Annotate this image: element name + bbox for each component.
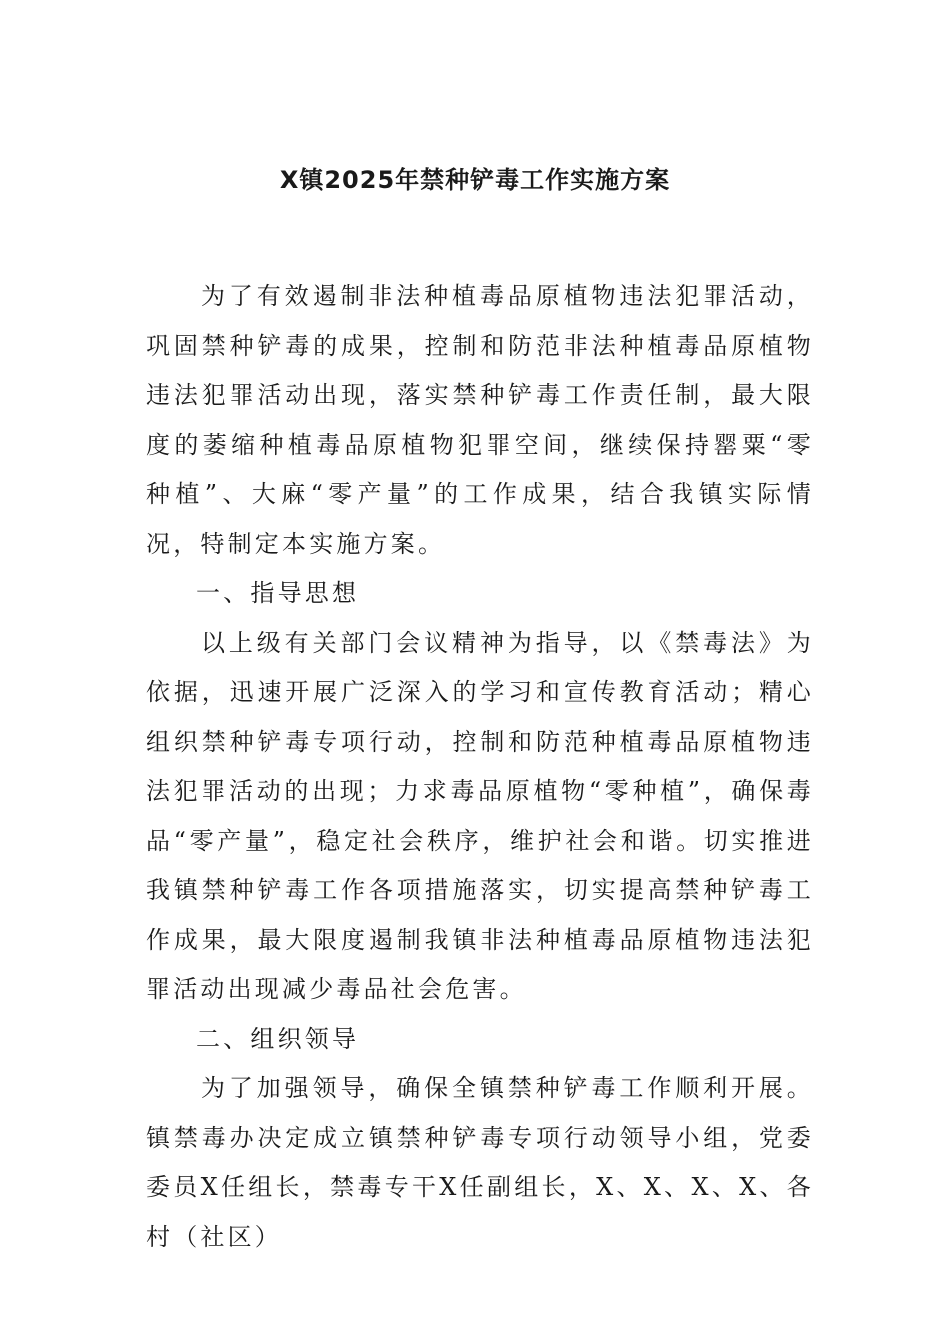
organization-paragraph: 为了加强领导，确保全镇禁种铲毒工作顺利开展。镇禁毒办决定成立镇禁种铲毒专项行动领导小组，党委委员X任组长，禁毒专干X任副组长，X、X、X、X、各村（社区） xyxy=(146,1074,814,1251)
document-body xyxy=(146,272,814,1262)
guiding-ideology-paragraph: 以上级有关部门会议精神为指导，以《禁毒法》为依据，迅速开展广泛深入的学习和宣传教育活动；精心组织禁种铲毒专项行动，控制和防范种植毒品原植物违法犯罪活动的出现；力求毒品原植物“零种植”，确保毒品“零产量”，稳定社会秩序，维护社会和谐。切实推进我镇禁种铲毒工作各项措施落实，切实提高禁种铲毒工作成果，最大限度遏制我镇非法种植毒品原植物违法犯罪活动出现减少毒品社会危害。 xyxy=(146,628,814,1003)
document-title: X镇2025年禁种铲毒工作实施方案 xyxy=(279,166,671,194)
intro-paragraph: 为了有效遏制非法种植毒品原植物违法犯罪活动，巩固禁种铲毒的成果，控制和防范非法种植毒品原植物违法犯罪活动出现，落实禁种铲毒工作责任制，最大限度的萎缩种植毒品原植物犯罪空间，继续保持罂粟“零种植”、大麻“零产量”的工作成果，结合我镇实际情况，特制定本实施方案。 xyxy=(146,282,814,558)
section-heading-organization: 二、组织领导 xyxy=(196,1024,360,1053)
section-heading-guiding-ideology: 一、指导思想 xyxy=(196,579,360,607)
